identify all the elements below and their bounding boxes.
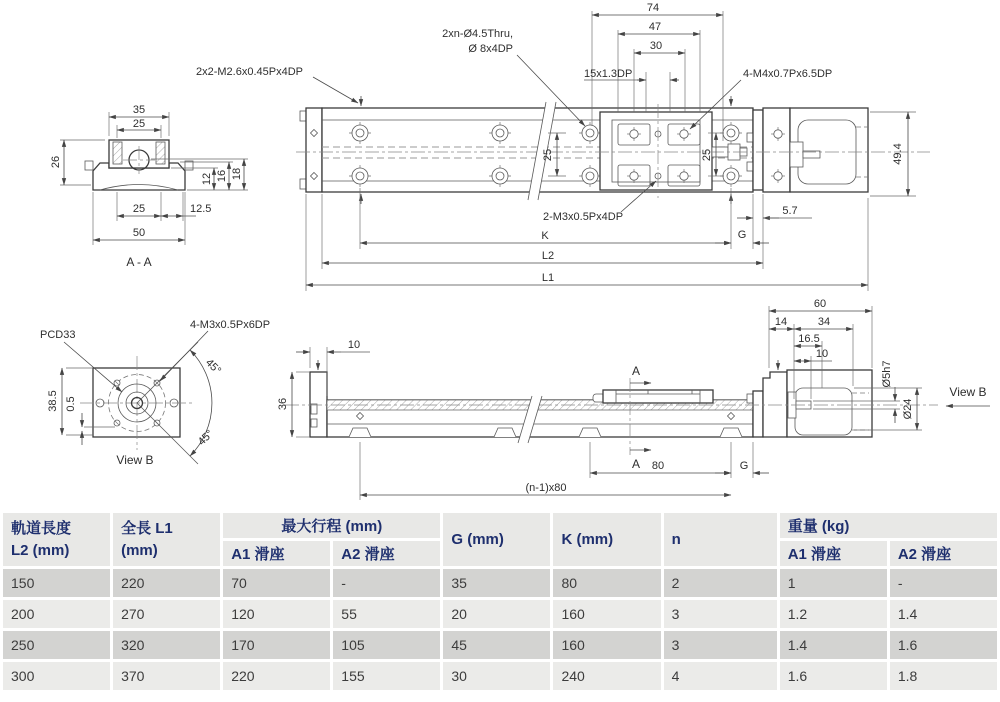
header-total-length-line2: (mm) [121,541,158,559]
table-cell: 240 [553,662,660,690]
header-rail-length [3,513,110,566]
view-b-label: View B [116,453,154,467]
table-cell: 220 [223,662,330,690]
dim-n-1-x80: (n-1)x80 [525,482,567,494]
dim-30: 30 [649,40,663,52]
table-cell: 3 [664,600,777,628]
dim-aa-25-bot: 25 [132,203,146,215]
table-row [3,631,997,659]
table-cell: 270 [113,600,220,628]
table-cell: 1 [780,569,887,597]
spec-table [0,510,1000,693]
dim-k: K [541,230,549,242]
dim-aa-18: 18 [231,167,243,181]
table-cell: 105 [333,631,440,659]
section-aa-view [50,104,248,269]
callout-m4: 4-M4x0.7Px6.5DP [743,68,833,80]
header-weight: 重量 (kg) [780,513,997,538]
table-cell: 1.4 [890,600,997,628]
callout-15x13dp: 15x1.3DP [584,68,633,80]
table-cell: 160 [553,600,660,628]
table-cell: 2 [664,569,777,597]
callout-thru-line2: Ø 8x4DP [468,43,513,55]
motor-side [787,370,872,437]
dim-45-top: 45° [202,356,224,378]
foot-cutout [579,428,601,437]
dim-aa-12-5: 12.5 [190,203,212,215]
dim-14: 14 [774,316,788,328]
dim-dia5h7: Ø5h7 [881,360,893,388]
motor-bracket-plan [753,108,790,192]
callout-m3-carriage: 2-M3x0.5Px4DP [542,211,624,223]
dim-34: 34 [817,316,831,328]
foot-cutout [494,428,516,437]
dim-aa-50: 50 [132,227,146,239]
table-cell: 1.4 [780,631,887,659]
view-b-direction-label: View B [949,385,987,399]
table-cell: 35 [443,569,550,597]
header-total-length-line1: 全長 L1 [121,519,173,537]
table-cell: 300 [3,662,110,690]
header-total-length [113,513,220,566]
table-cell: 370 [113,662,220,690]
table-cell: 70 [223,569,330,597]
dim-aa-16: 16 [216,169,228,183]
dim-aa-26: 26 [50,155,62,169]
header-stroke-a2: A2 滑座 [333,541,440,566]
dim-25-left: 25 [542,148,554,162]
dim-16-5: 16.5 [798,333,820,345]
motor-bracket-side [763,372,787,437]
table-cell: 200 [3,600,110,628]
dim-l1: L1 [541,272,555,284]
foot-cutout [720,428,742,437]
dim-38-5: 38.5 [47,390,59,412]
dim-74: 74 [646,2,660,14]
table-cell: - [333,569,440,597]
section-arrow-a-bot: A [631,457,641,471]
carriage-side [593,390,713,403]
carriage-plan [600,104,712,198]
table-cell: 220 [113,569,220,597]
header-max-stroke: 最大行程 (mm) [223,513,440,538]
table-cell: 120 [223,600,330,628]
table-cell: 1.6 [780,662,887,690]
table-cell: 250 [3,631,110,659]
table-cell: 30 [443,662,550,690]
table-cell: 45 [443,631,550,659]
table-cell: 4 [664,662,777,690]
callout-m3-viewb: 4-M3x0.5Px6DP [190,319,271,331]
dim-47: 47 [648,21,662,33]
table-cell: 1.8 [890,662,997,690]
table-cell: 55 [333,600,440,628]
section-aa-label: A - A [126,255,152,269]
header-rail-length-line2: L2 (mm) [11,541,70,559]
callout-thru-line1: 2xn-Ø4.5Thru, [442,28,513,40]
table-cell: 160 [553,631,660,659]
dim-49-4: 49.4 [892,143,904,165]
dim-10-right: 10 [815,348,829,360]
table-row [3,662,997,690]
table-cell: 80 [553,569,660,597]
table-row [3,569,997,597]
view-b [40,319,270,467]
dim-36: 36 [277,397,289,411]
plan-view [196,2,930,291]
header-k: K (mm) [553,513,660,566]
header-weight-a2: A2 滑座 [890,541,997,566]
header-stroke-a1: A1 滑座 [223,541,330,566]
header-weight-a1: A1 滑座 [780,541,887,566]
table-cell: 1.6 [890,631,997,659]
motor-plan [790,108,868,192]
dim-aa-35: 35 [132,104,146,116]
table-row [3,600,997,628]
table-cell: 20 [443,600,550,628]
dim-g-plan: G [737,229,747,241]
dim-dia24: Ø24 [902,398,914,420]
side-view [277,298,990,500]
table-cell: 155 [333,662,440,690]
dim-80: 80 [651,460,665,472]
table-cell: - [890,569,997,597]
foot-cutout [349,428,371,437]
header-rail-length-line1: 軌道長度 [11,519,72,537]
table-cell: 3 [664,631,777,659]
dim-0-5: 0.5 [65,396,77,412]
table-cell: 1.2 [780,600,887,628]
dim-10-left: 10 [347,339,361,351]
callout-m26: 2x2-M2.6x0.45Px4DP [196,66,303,78]
header-g: G (mm) [443,513,550,566]
dim-25-right: 25 [701,148,713,162]
header-n: n [664,513,777,566]
dim-aa-25-top: 25 [132,118,146,130]
callout-pcd33: PCD33 [40,329,76,341]
table-cell: 170 [223,631,330,659]
section-arrow-a-top: A [631,364,641,378]
dim-45-bot: 45° [195,427,217,449]
table-cell: 150 [3,569,110,597]
dim-l2: L2 [541,250,555,262]
dim-60: 60 [813,298,827,310]
dim-g-side: G [739,460,749,472]
table-cell: 320 [113,631,220,659]
dim-aa-12: 12 [201,172,213,186]
dim-5-7: 5.7 [782,205,798,217]
